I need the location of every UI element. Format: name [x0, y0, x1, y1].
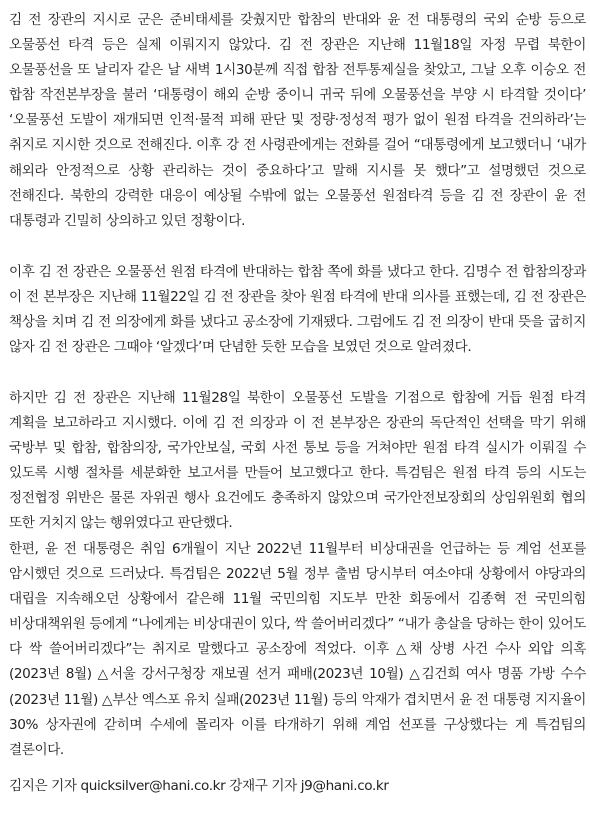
article-paragraph: 한편, 윤 전 대통령은 취임 6개월이 지난 2022년 11월부터 비상대권을 언급하는 등 계엄 선포를 암시했던 것으로 드러났다. 특검팀은 2022년 5월 정부 출범 당시부터 여소야대 상황에서 야당과의 대립을 지속해오던 상황에서 같은해 11월 국민의힘 지도부 만찬 회동에서 김종혁 전 국민의힘 비상대책위원 등에게 “나에게는 비상대권이 있다, 싹 쓸어버리겠다” “내가 총살을 당하는 한이 있어도 다 싹 쓸어버리겠다”는 취지로 말했다고 공소장에 적었다. 이후 △채 상병 사건 수사 외압 의혹(2023년 8월) △서울 강서구청장 재보궐 선거 패배(2023년 10월) △김건희 여사 명품 가방 수수(2023년 11월) △부산 엑스포 유치 실패(2023년 11월) 등의 악재가 겹치면서 윤 전 대통령 지지율이 30% 상자권에 갇히며 수세에 몰리자 이를 타개하기 위해 계엄 선포를 구상했다는 게 특검팀의 결론이다.: [9, 541, 586, 758]
reporter-email-link[interactable]: quicksilver@hani.co.kr: [80, 778, 226, 794]
article-paragraph: 하지만 김 전 장관은 지난해 11월28일 북한이 오물풍선 도발을 기점으로 합참에 거듭 원점 타격 계획을 보고하라고 지시했다. 이에 김 전 의장과 이 전 본부장은 장관의 독단적인 선택을 막기 위해 국방부 및 합참, 합참의장, 국가안보실, 국회 사전 통보 등을 거쳐야만 원점 타격 실시가 이뤄질 수 있도록 시행 절차를 세분화한 보고서를 만들어 보고했다고 한다. 특검팀은 원점 타격 등의 시도는 정전협정 위반은 물론 자위권 행사 요건에도 충족하지 않았으며 국가안전보장회의 상임위원회 협의 또한 거치지 않는 행위였다고 판단했다.: [9, 390, 586, 532]
reporter-email-link[interactable]: j9@hani.co.kr: [300, 778, 389, 794]
article-paragraph: 김 전 장관의 지시로 군은 준비태세를 갖췄지만 합참의 반대와 윤 전 대통령의 국외 순방 등으로 오물풍선 타격 등은 실제 이뤄지지 않았다. 김 전 장관은 지난해 11월18일 자정 무렵 북한이 오물풍선을 또 날리자 같은 날 새벽 1시30분께 직접 합참 전투통제실을 찾았고, 그날 오후 이승오 전 합참 작전본부장을 불러 ‘대통령이 해외 순방 중이니 귀국 뒤에 오물풍선을 부양 시 타격할 것이다’ ‘오물풍선 도발이 재개되면 인적·물적 피해 판단 및 정량·정성적 평가 없이 원점 타격을 건의하라’는 취지로 지시한 것으로 전해진다. 이후 강 전 사령관에게는 전화를 걸어 “대통령에게 보고했더니 ‘내가 해외라 안정적으로 상황 관리하는 것이 중요하다’고 말해 지시를 못 했다”고 설명했던 것으로 전해진다. 북한의 강력한 대응이 예상될 수밖에 없는 오물풍선 원점타격 등을 김 전 장관이 윤 전 대통령과 긴밀히 상의하고 있던 정황이다.: [9, 12, 586, 229]
reporter-name: 강재구 기자: [229, 778, 297, 794]
reporter-name: 김지은 기자: [9, 778, 77, 794]
byline: [9, 774, 586, 799]
article-paragraph: 이후 김 전 장관은 오물풍선 원점 타격에 반대하는 합참 쪽에 화를 냈다고 한다. 김명수 전 합참의장과 이 전 본부장은 지난해 11월22일 김 전 장관을 찾아 원점 타격에 반대 의사를 표했는데, 김 전 장관은 책상을 치며 김 전 의장에게 화를 냈다고 공소장에 기재됐다. 그럼에도 김 전 의장이 반대 뜻을 굽히지 않자 김 전 장관은 그때야 ‘알겠다’며 단념한 듯한 모습을 보였던 것으로 알려졌다.: [9, 264, 586, 356]
